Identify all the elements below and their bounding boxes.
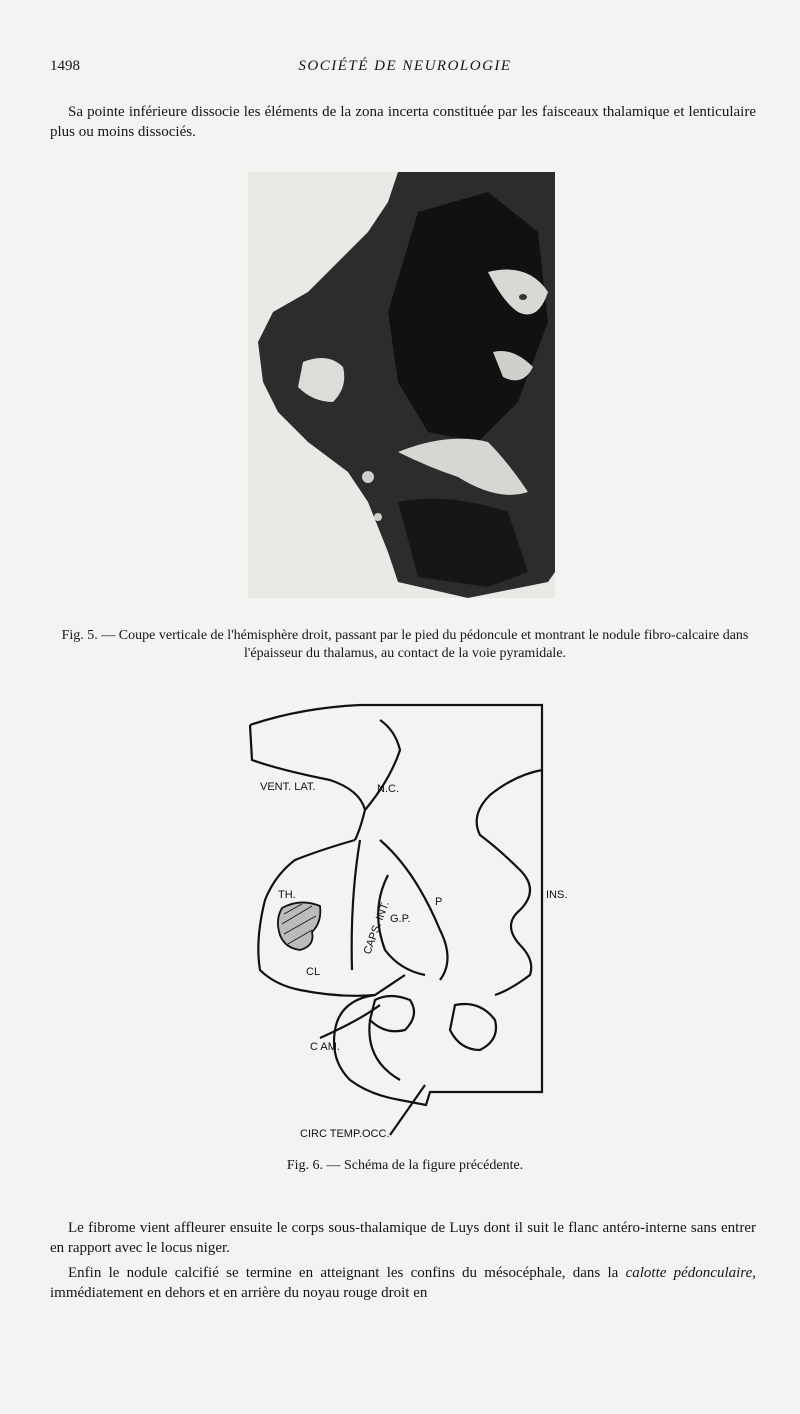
paragraph-bottom-2-start: Enfin le nodule calcifié se termine en atteignant les confins du mésocéphale, dans la bbox=[68, 1265, 626, 1281]
label-vent-lat: VENT. LAT. bbox=[260, 781, 316, 793]
label-th: TH. bbox=[278, 889, 296, 901]
paragraph-bottom-2-italic: calotte pédonculaire bbox=[625, 1265, 753, 1281]
figure-6-caption: Fig. 6. — Schéma de la figure précédente. bbox=[286, 1158, 524, 1173]
label-nc: N.C. bbox=[377, 783, 399, 795]
label-c-am: C AM. bbox=[310, 1041, 340, 1053]
paragraph-bottom-2 bbox=[50, 1263, 756, 1303]
label-ins: INS. bbox=[546, 889, 568, 901]
paragraph-top: Sa pointe inférieure dissocie les éléments de la zona incerta constituée par les faisceaux thalamique et lenticulaire plus ou moins dissociés. bbox=[50, 104, 756, 140]
label-circ-temp: CIRC TEMP.OCC. bbox=[300, 1128, 390, 1140]
paragraph-bottom-2-end: , immédiatement en dehors et en arrière du noyau rouge droit en bbox=[50, 1265, 756, 1301]
page-header bbox=[50, 58, 760, 80]
label-p: P bbox=[435, 896, 443, 908]
label-cl: CL bbox=[306, 966, 321, 978]
paragraph-bottom-1: Le fibrome vient affleurer ensuite le corps sous-thalamique de Luys dont il suit le flanc antéro-interne sans entrer en rapport avec le locus niger. bbox=[50, 1220, 756, 1256]
label-caps-int: CAPS. INT. bbox=[361, 899, 392, 957]
page-number: 1498 bbox=[50, 58, 80, 74]
figure-5-caption: Fig. 5. — Coupe verticale de l'hémisphère droit, passant par le pied du pédoncule et montrant le nodule fibro-calcaire dans l'épaisseur du thalamus, au contact de la voie pyramidale. bbox=[61, 628, 749, 661]
brain-section-photo bbox=[248, 172, 555, 598]
schema-diagram bbox=[240, 700, 570, 1140]
running-title: SOCIÉTÉ DE NEUROLOGIE bbox=[298, 58, 512, 74]
label-gp: G.P. bbox=[390, 913, 411, 925]
